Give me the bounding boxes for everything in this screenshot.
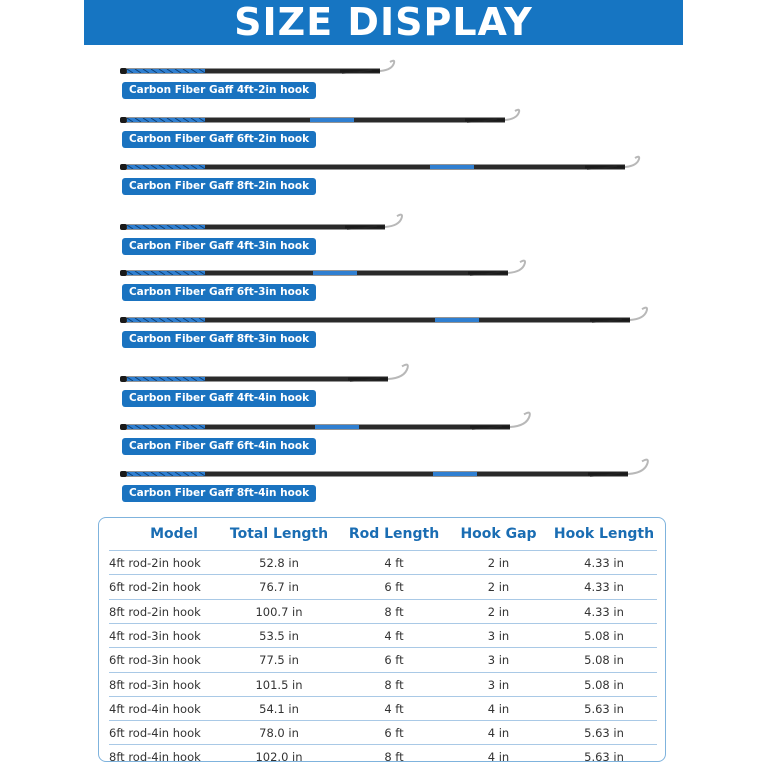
table-header-row [99, 518, 665, 550]
gaff-label: Carbon Fiber Gaff 8ft-4in hook [122, 485, 316, 502]
cell-hook-length: 5.63 in [584, 726, 624, 741]
cell-total-length: 100.7 in [255, 604, 303, 619]
cell-total-length: 77.5 in [259, 653, 299, 668]
cell-total-length: 54.1 in [259, 701, 299, 716]
header-model: Model [150, 526, 198, 542]
cell-rod-length: 8 ft [384, 750, 404, 765]
cell-hook-gap: 3 in [487, 653, 510, 668]
cell-model: 6ft rod-3in hook [109, 653, 201, 668]
cell-model: 8ft rod-4in hook [109, 750, 201, 765]
size-table [98, 517, 666, 765]
gaff-rod-image [0, 111, 768, 131]
gaff-rod-image [0, 62, 768, 82]
cell-model: 4ft rod-4in hook [109, 701, 201, 716]
table-row [109, 672, 657, 697]
gaff-item [0, 465, 768, 505]
cell-rod-length: 4 ft [384, 556, 404, 570]
gaff-rod-image [0, 418, 768, 438]
cell-hook-length: 5.08 in [584, 677, 624, 692]
table-row [109, 647, 657, 672]
cell-hook-gap: 4 in [487, 701, 510, 716]
cell-total-length: 76.7 in [259, 580, 299, 595]
cell-hook-length: 4.33 in [584, 556, 624, 570]
header-hook-gap: Hook Gap [460, 526, 537, 542]
cell-rod-length: 6 ft [384, 580, 404, 595]
cell-hook-gap: 2 in [487, 556, 510, 570]
gaff-rod-image [0, 264, 768, 284]
gaff-label: Carbon Fiber Gaff 4ft-2in hook [122, 82, 316, 99]
cell-hook-gap: 2 in [487, 580, 510, 595]
cell-hook-length: 4.33 in [584, 604, 624, 619]
gaff-label: Carbon Fiber Gaff 4ft-3in hook [122, 238, 316, 255]
gaff-rod-image [0, 370, 768, 390]
cell-model: 6ft rod-2in hook [109, 580, 201, 595]
cell-rod-length: 6 ft [384, 726, 404, 741]
gaff-item [0, 418, 768, 458]
page-title: SIZE DISPLAY [234, 0, 533, 44]
cell-model: 8ft rod-3in hook [109, 677, 201, 692]
cell-rod-length: 6 ft [384, 653, 404, 668]
cell-model: 6ft rod-4in hook [109, 726, 201, 741]
gaff-label: Carbon Fiber Gaff 6ft-2in hook [122, 131, 316, 148]
cell-model: 8ft rod-2in hook [109, 604, 201, 619]
gaff-label: Carbon Fiber Gaff 8ft-2in hook [122, 178, 316, 195]
cell-hook-length: 4.33 in [584, 580, 624, 595]
cell-total-length: 101.5 in [255, 677, 303, 692]
table-row [109, 720, 657, 745]
cell-hook-length: 5.08 in [584, 653, 624, 668]
gaff-label: Carbon Fiber Gaff 8ft-3in hook [122, 331, 316, 348]
table-row [109, 696, 657, 721]
table-row [109, 550, 657, 575]
cell-total-length: 52.8 in [259, 556, 299, 570]
gaff-item [0, 264, 768, 304]
cell-hook-gap: 3 in [487, 628, 510, 643]
cell-hook-length: 5.08 in [584, 628, 624, 643]
table-row [109, 623, 657, 648]
gaff-item [0, 218, 768, 258]
cell-model: 4ft rod-2in hook [109, 556, 201, 570]
table-row [109, 574, 657, 599]
cell-total-length: 78.0 in [259, 726, 299, 741]
cell-model: 4ft rod-3in hook [109, 628, 201, 643]
table-row [109, 599, 657, 624]
cell-hook-gap: 2 in [487, 604, 510, 619]
gaff-item [0, 158, 768, 198]
cell-rod-length: 8 ft [384, 677, 404, 692]
gaff-rod-image [0, 311, 768, 331]
gaff-rod-image [0, 218, 768, 238]
title-banner [84, 0, 683, 45]
gaff-label: Carbon Fiber Gaff 4ft-4in hook [122, 390, 316, 407]
header-rod-length: Rod Length [348, 526, 440, 542]
gaff-label: Carbon Fiber Gaff 6ft-3in hook [122, 284, 316, 301]
cell-rod-length: 4 ft [384, 701, 404, 716]
cell-total-length: 102.0 in [255, 750, 303, 765]
cell-rod-length: 4 ft [384, 628, 404, 643]
gaff-rod-image [0, 158, 768, 178]
header-hook-length: Hook Length [553, 526, 655, 542]
cell-rod-length: 8 ft [384, 604, 404, 619]
table-row [109, 744, 657, 769]
cell-hook-gap: 4 in [487, 726, 510, 741]
gaff-item [0, 62, 768, 102]
cell-hook-length: 5.63 in [584, 750, 624, 765]
gaff-label: Carbon Fiber Gaff 6ft-4in hook [122, 438, 316, 455]
header-total-length: Total Length [229, 526, 329, 542]
gaff-item [0, 111, 768, 151]
gaff-item [0, 311, 768, 351]
gaff-rod-image [0, 465, 768, 485]
cell-hook-length: 5.63 in [584, 701, 624, 716]
cell-hook-gap: 3 in [487, 677, 510, 692]
cell-hook-gap: 4 in [487, 750, 510, 765]
cell-total-length: 53.5 in [259, 628, 299, 643]
gaff-item [0, 370, 768, 410]
